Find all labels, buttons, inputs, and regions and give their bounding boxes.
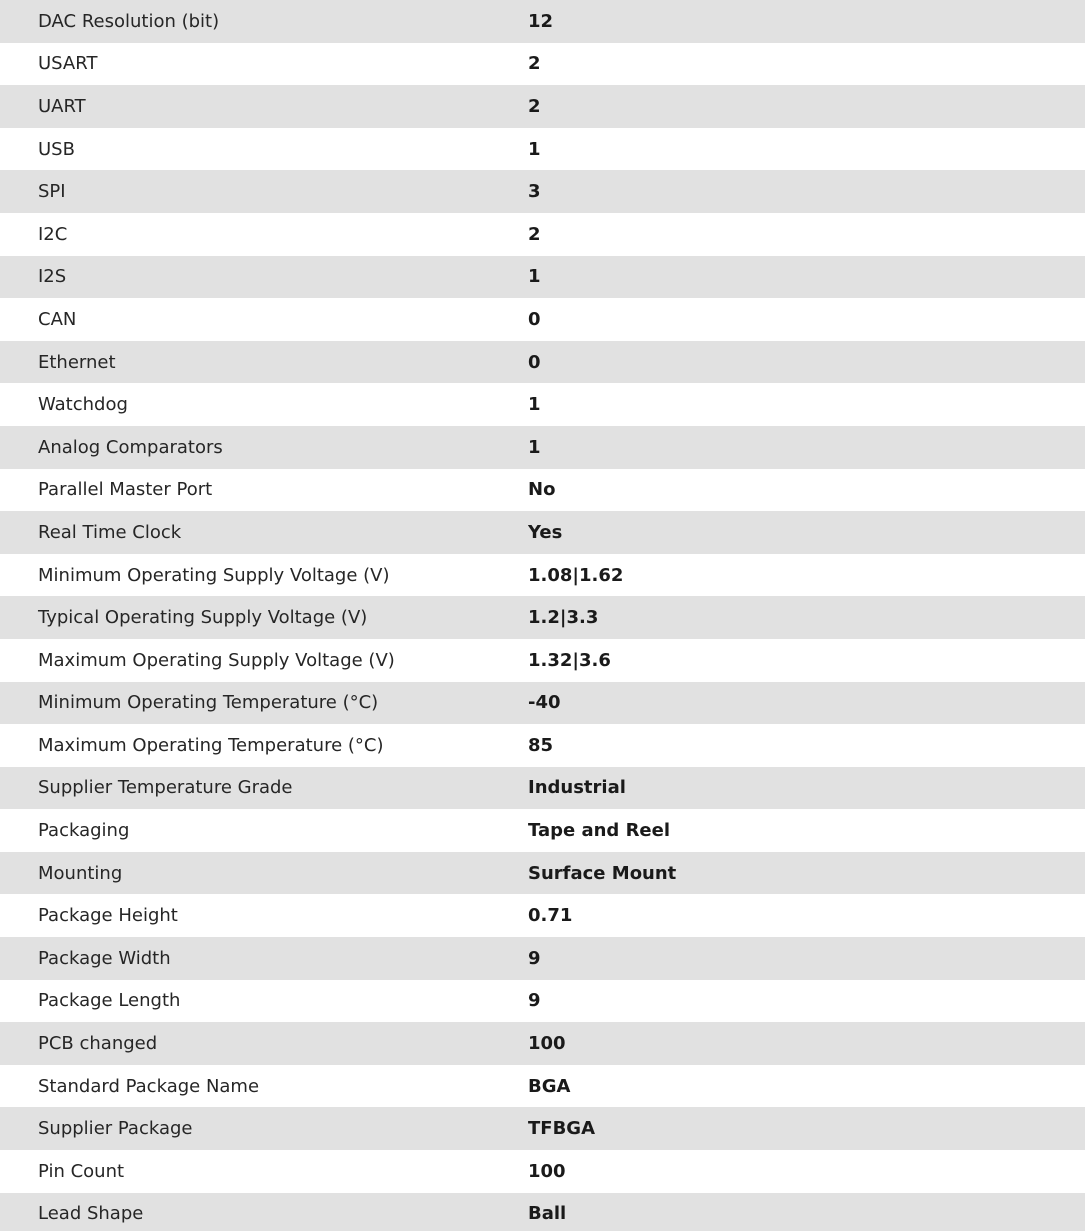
- spec-label: Mounting: [38, 862, 123, 884]
- spec-label: I2S: [38, 266, 67, 288]
- spec-label: Typical Operating Supply Voltage (V): [38, 607, 368, 629]
- spec-value: Surface Mount: [528, 862, 677, 884]
- table-row: [0, 767, 1085, 810]
- spec-value: 12: [528, 10, 554, 32]
- spec-value: 1: [528, 138, 541, 160]
- spec-value: 9: [528, 990, 541, 1012]
- spec-label: Package Length: [38, 990, 181, 1012]
- spec-value: 9: [528, 947, 541, 969]
- spec-label: Real Time Clock: [38, 521, 182, 543]
- spec-label: CAN: [38, 308, 77, 330]
- spec-label: Watchdog: [38, 394, 128, 416]
- spec-value: 2: [528, 223, 541, 245]
- table-row: [0, 596, 1085, 639]
- table-row: [0, 554, 1085, 597]
- spec-value: 2: [528, 95, 541, 117]
- spec-value: Tape and Reel: [528, 820, 671, 842]
- table-row: [0, 383, 1085, 426]
- spec-label: Package Height: [38, 905, 178, 927]
- spec-label: Pin Count: [38, 1160, 125, 1182]
- table-row: [0, 980, 1085, 1023]
- spec-value: 0.71: [528, 905, 573, 927]
- spec-value: 1: [528, 266, 541, 288]
- spec-value: Yes: [528, 521, 563, 543]
- spec-value: 3: [528, 181, 541, 203]
- table-row: [0, 1107, 1085, 1150]
- table-row: [0, 213, 1085, 256]
- spec-value: 85: [528, 734, 554, 756]
- spec-label: Minimum Operating Supply Voltage (V): [38, 564, 390, 586]
- spec-label: Analog Comparators: [38, 436, 223, 458]
- spec-label: Maximum Operating Supply Voltage (V): [38, 649, 395, 671]
- table-row: [0, 0, 1085, 43]
- table-row: [0, 469, 1085, 512]
- table-row: [0, 128, 1085, 171]
- spec-value: 2: [528, 53, 541, 75]
- table-row: [0, 1065, 1085, 1108]
- table-row: [0, 256, 1085, 299]
- spec-label: DAC Resolution (bit): [38, 10, 220, 32]
- spec-value: 1: [528, 436, 541, 458]
- spec-label: Minimum Operating Temperature (°C): [38, 692, 379, 714]
- table-row: [0, 298, 1085, 341]
- table-row: [0, 724, 1085, 767]
- table-row: [0, 894, 1085, 937]
- spec-label: Maximum Operating Temperature (°C): [38, 734, 384, 756]
- spec-label: Standard Package Name: [38, 1075, 260, 1097]
- spec-label: USART: [38, 53, 98, 75]
- spec-label: Packaging: [38, 820, 130, 842]
- table-row: [0, 43, 1085, 86]
- table-row: [0, 1150, 1085, 1193]
- table-row: [0, 852, 1085, 895]
- spec-value: 1.32|3.6: [528, 649, 611, 671]
- spec-label: Ethernet: [38, 351, 116, 373]
- table-row: [0, 639, 1085, 682]
- spec-value: No: [528, 479, 556, 501]
- spec-label: PCB changed: [38, 1033, 158, 1055]
- spec-value: 100: [528, 1033, 566, 1055]
- spec-value: Industrial: [528, 777, 626, 799]
- spec-value: 0: [528, 351, 541, 373]
- spec-label: Supplier Package: [38, 1118, 193, 1140]
- spec-label: SPI: [38, 181, 66, 203]
- spec-label: Package Width: [38, 947, 171, 969]
- spec-label: Supplier Temperature Grade: [38, 777, 293, 799]
- spec-label: I2C: [38, 223, 68, 245]
- spec-value: 1.2|3.3: [528, 607, 599, 629]
- table-row: [0, 341, 1085, 384]
- spec-value: Ball: [528, 1203, 567, 1225]
- table-row: [0, 809, 1085, 852]
- spec-value: 100: [528, 1160, 566, 1182]
- spec-value: 1.08|1.62: [528, 564, 624, 586]
- spec-value: -40: [528, 692, 561, 714]
- table-row: [0, 1193, 1085, 1231]
- table-row: [0, 170, 1085, 213]
- spec-label: UART: [38, 95, 86, 117]
- table-row: [0, 937, 1085, 980]
- spec-value: BGA: [528, 1075, 571, 1097]
- table-row: [0, 1022, 1085, 1065]
- spec-value: 0: [528, 308, 541, 330]
- table-row: [0, 682, 1085, 725]
- table-row: [0, 426, 1085, 469]
- spec-label: Parallel Master Port: [38, 479, 213, 501]
- table-row: [0, 85, 1085, 128]
- spec-label: Lead Shape: [38, 1203, 144, 1225]
- table-row: [0, 511, 1085, 554]
- spec-value: 1: [528, 394, 541, 416]
- spec-value: TFBGA: [528, 1118, 595, 1140]
- spec-label: USB: [38, 138, 75, 160]
